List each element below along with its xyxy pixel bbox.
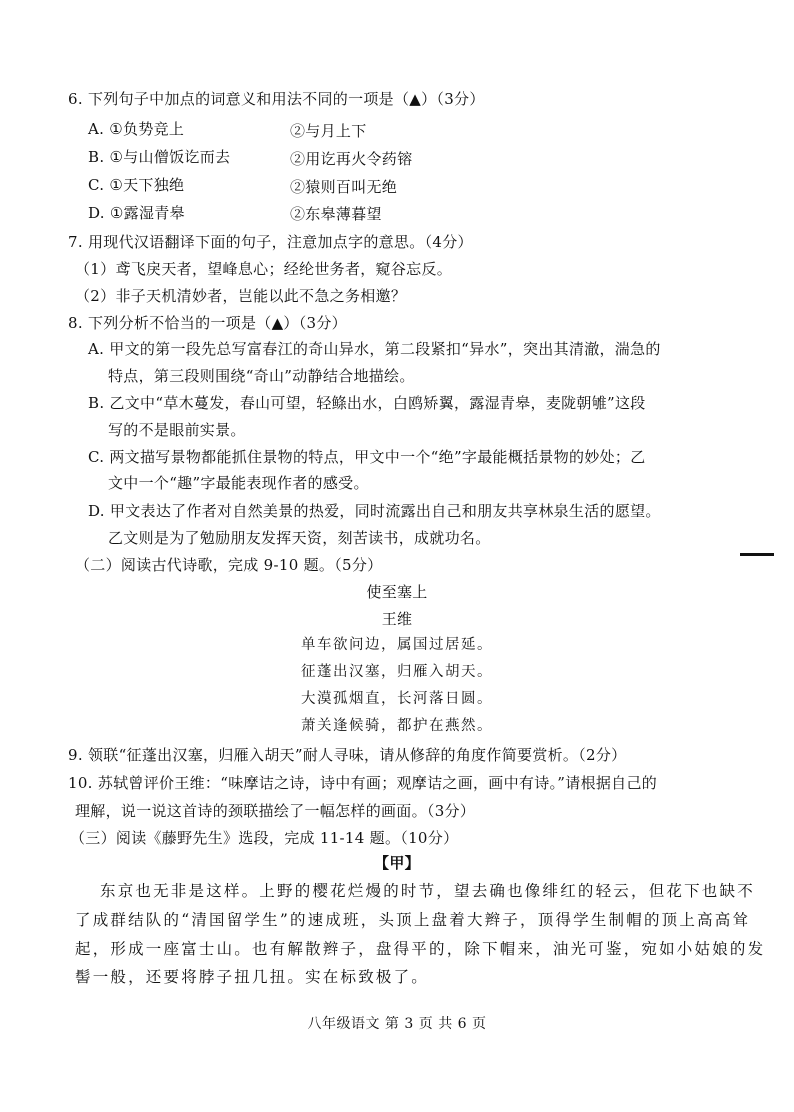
q8-option-c-line2: 文中一个“趣”字最能表现作者的感受。 xyxy=(108,474,369,492)
q6-stem: 6. 下列句子中加点的词意义和用法不同的一项是（▲）（3分） xyxy=(68,90,485,108)
passage-line-4: 髻一般，还要将脖子扭几扭。实在标致极了。 xyxy=(75,968,430,986)
margin-mark xyxy=(740,553,774,556)
section2-heading: （二）阅读古代诗歌，完成 9-10 题。（5分） xyxy=(75,556,383,574)
poem-line-3: 大漠孤烟直，长河落日圆。 xyxy=(301,691,493,707)
q8-option-b-line1: B. 乙文中“草木蔓发，春山可望，轻鲦出水，白鸥矫翼，露湿青皋，麦陇朝雊”这段 xyxy=(88,394,646,412)
passage-part-label: 【甲】 xyxy=(374,854,420,872)
page-footer: 八年级语文 第 3 页 共 6 页 xyxy=(307,1016,487,1032)
passage-line-3: 起，形成一座富士山。也有解散辫子，盘得平的，除下帽来，油光可鉴，宛如小姑娘的发 xyxy=(75,940,766,958)
q6-option-a-right: ②与月上下 xyxy=(290,122,367,140)
q6-option-b-right: ②用讫再火令药镕 xyxy=(290,150,413,168)
section3-heading: （三）阅读《藤野先生》选段，完成 11-14 题。（10分） xyxy=(70,829,459,847)
poem-line-4: 萧关逢候骑，都护在燕然。 xyxy=(301,718,493,734)
q6-option-d-left: D. ①露湿青皋 xyxy=(88,204,185,222)
q8-option-a-line2: 特点，第三段则围绕“奇山”动静结合地描绘。 xyxy=(108,367,415,385)
q8-option-c-line1: C. 两文描写景物都能抓住景物的特点，甲文中一个“绝”字最能概括景物的妙处；乙 xyxy=(88,448,646,466)
q6-option-d-right: ②东皋薄暮望 xyxy=(290,205,382,223)
q10-line1: 10. 苏轼曾评价王维：“味摩诘之诗，诗中有画；观摩诘之画，画中有诗。”请根据自己的 xyxy=(68,774,658,792)
q8-option-b-line2: 写的不是眼前实景。 xyxy=(108,421,246,439)
poem-line-2: 征蓬出汉塞，归雁入胡天。 xyxy=(301,664,493,680)
poem-title: 使至塞上 xyxy=(366,583,428,601)
q6-option-b-left: B. ①与山僧饭讫而去 xyxy=(88,148,231,166)
q8-option-d-line1: D. 甲文表达了作者对自然美景的热爱，同时流露出自己和朋友共享林泉生活的愿望。 xyxy=(88,502,661,520)
q6-option-c-left: C. ①天下独绝 xyxy=(88,176,185,194)
q10-line2: 理解，说一说这首诗的颈联描绘了一幅怎样的画面。（3分） xyxy=(75,802,476,820)
q7-stem: 7. 用现代汉语翻译下面的句子，注意加点字的意思。（4分） xyxy=(68,233,473,251)
q8-option-d-line2: 乙文则是为了勉励朋友发挥天资，刻苦读书，成就功名。 xyxy=(108,529,491,547)
q6-option-a-left: A. ①负势竞上 xyxy=(88,120,185,138)
q8-option-a-line1: A. 甲文的第一段先总写富春江的奇山异水，第二段紧扣“异水”，突出其清澈，湍急的 xyxy=(88,340,661,358)
q7-item-2: （2）非子天机清妙者，岂能以此不急之务相邀？ xyxy=(75,287,407,305)
poem-line-1: 单车欲问边，属国过居延。 xyxy=(301,637,493,653)
q9-stem: 9. 领联“征蓬出汉塞，归雁入胡天”耐人寻味，请从修辞的角度作简要赏析。（2分） xyxy=(68,746,627,764)
poem-author: 王维 xyxy=(381,610,413,628)
passage-line-1: 东京也无非是这样。上野的樱花烂熳的时节，望去确也像绯红的轻云，但花下也缺不 xyxy=(100,882,755,900)
q7-item-1: （1）鸢飞戾天者，望峰息心；经纶世务者，窥谷忘反。 xyxy=(75,260,453,278)
q6-option-c-right: ②猿则百叫无绝 xyxy=(290,178,398,196)
q8-stem: 8. 下列分析不恰当的一项是（▲）（3分） xyxy=(68,314,347,332)
passage-line-2: 了成群结队的“清国留学生”的速成班，头顶上盘着大辫子，顶得学生制帽的顶上高高耸 xyxy=(75,911,751,929)
